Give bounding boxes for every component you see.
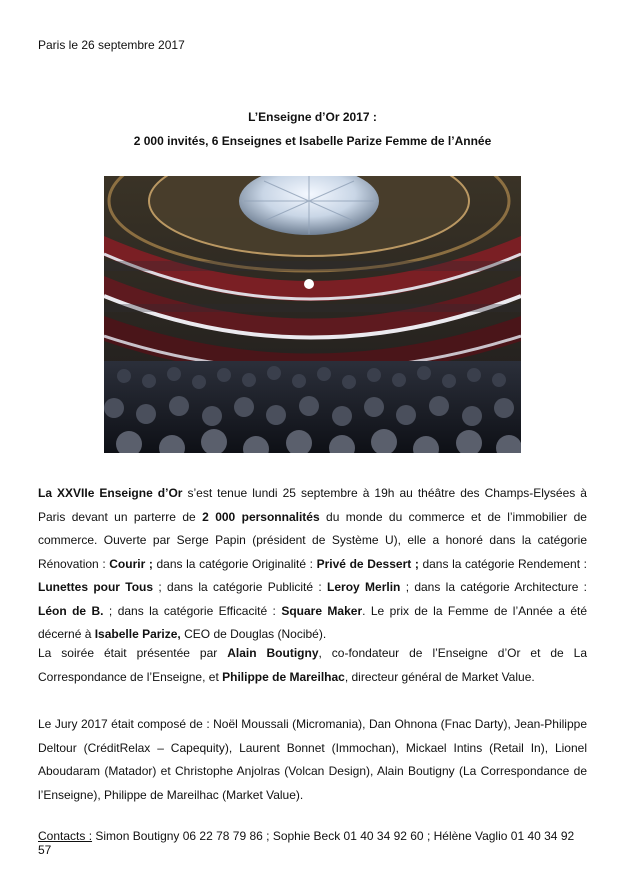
hosts-paragraph: La soirée était présentée par Alain Boutigny, co-fondateur de l’Enseigne d’Or et de La Correspondance de l’Enseigne, et Philippe de Mareilhac, directeur général de Market Value. [38,646,588,684]
title-line-2: 2 000 invités, 6 Enseignes et Isabelle Parize Femme de l’Année [133,134,492,148]
event-summary-paragraph: La XXVIIe Enseigne d’Or s’est tenue lundi 25 septembre à 19h au théâtre des Champs-Elysées à Paris devant un parterre de 2 000 personnalités du monde du commerce et de l’immobilier de commerce. Ouverte par Serge Papin (président de Système U), elle a honoré dans la catégorie Rénovation : Courir ; dans la catégorie Originalité : Privé de Dessert ; dans la catégorie Rendement : Lunettes pour Tous ; dans la catégorie Publicité : Leroy Merlin ; dans la catégorie Architecture : Léon de B. ; dans la catégorie Efficacité : Square Maker. Le prix de la Femme de l’Année a été décerné à Isabelle Parize, CEO de Douglas (Nocibé). [38,486,588,641]
event-name: La XXVIIe Enseigne d’Or [38,486,183,500]
auditorium-illustration [104,176,521,453]
date-line: Paris le 26 septembre 2017 [38,38,185,52]
title-line-1: L’Enseigne d’Or 2017 : [248,110,377,124]
contacts-text: Simon Boutigny 06 22 78 79 86 ; Sophie Beck 01 40 34 92 60 ; Hélène Vaglio 01 40 34 92 57 [38,829,575,857]
jury-paragraph: Le Jury 2017 était composé de : Noël Moussali (Micromania), Dan Ohnona (Fnac Darty), Jean-Philippe Deltour (CréditRelax – Capequity), Laurent Bonnet (Immochan), Mickael Intins (Retail In), Lionel Aboudaram (Matador) et Christophe Anjolras (Volcan Design), Alain Boutigny (La Correspondance de l’Enseigne), Philippe de Mareilhac (Market Value). [38,717,587,802]
contacts-label: Contacts : [38,829,93,843]
theatre-auditorium-photo [104,176,521,453]
contacts-line [38,829,587,857]
